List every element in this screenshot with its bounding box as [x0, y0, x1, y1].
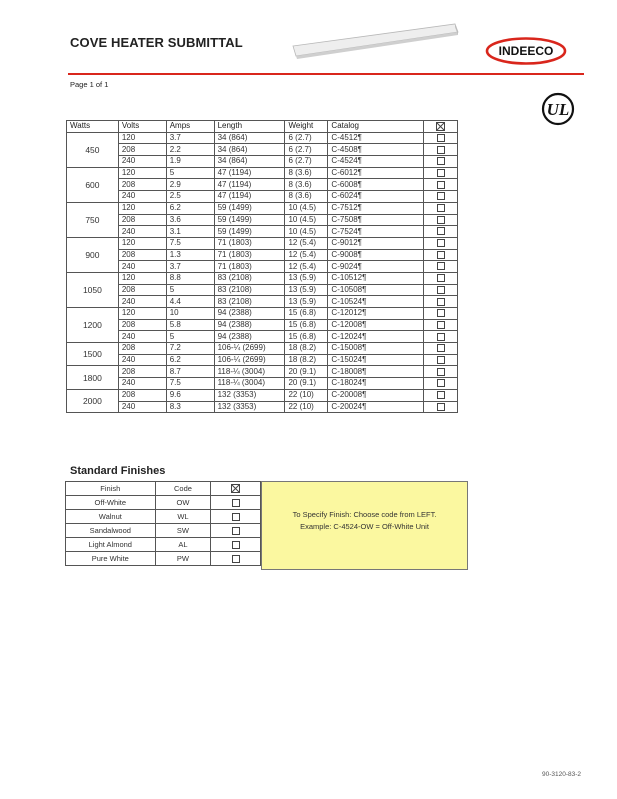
finish-instructions-note [261, 481, 468, 570]
weight-cell: 20 (9.1) [285, 366, 328, 378]
volts-cell: 240 [118, 354, 166, 366]
catalog-cell: C-10508¶ [328, 284, 424, 296]
amps-cell: 5 [166, 167, 214, 179]
catalog-cell: C-4508¶ [328, 144, 424, 156]
table-row [67, 319, 458, 331]
length-cell: 71 (1803) [214, 237, 285, 249]
length-cell: 47 (1194) [214, 191, 285, 203]
volts-cell: 208 [118, 214, 166, 226]
length-cell: 106-¼ (2699) [214, 354, 285, 366]
weight-cell: 8 (3.6) [285, 167, 328, 179]
weight-cell: 12 (5.4) [285, 261, 328, 273]
catalog-cell: C-12012¶ [328, 308, 424, 320]
table-row [67, 214, 458, 226]
amps-cell: 2.9 [166, 179, 214, 191]
amps-cell: 9.6 [166, 389, 214, 401]
amps-cell: 3.7 [166, 261, 214, 273]
length-cell: 106-¼ (2699) [214, 343, 285, 355]
table-row [67, 284, 458, 296]
checkbox-icon[interactable] [232, 541, 240, 549]
weight-cell: 15 (6.8) [285, 319, 328, 331]
amps-cell: 2.2 [166, 144, 214, 156]
volts-cell: 240 [118, 401, 166, 413]
amps-cell: 1.9 [166, 156, 214, 168]
weight-cell: 10 (4.5) [285, 214, 328, 226]
weight-cell: 8 (3.6) [285, 179, 328, 191]
watts-cell: 1500 [67, 343, 119, 366]
amps-cell: 8.7 [166, 366, 214, 378]
amps-cell: 2.5 [166, 191, 214, 203]
catalog-cell: C-7512¶ [328, 202, 424, 214]
checkbox-icon[interactable] [232, 555, 240, 563]
checkbox-icon[interactable] [437, 344, 445, 352]
watts-cell: 2000 [67, 389, 119, 412]
column-header-amps: Amps [166, 121, 214, 133]
volts-cell: 240 [118, 226, 166, 238]
select-checkbox-cell[interactable] [424, 132, 458, 144]
catalog-cell: C-12024¶ [328, 331, 424, 343]
select-checkbox-cell[interactable] [424, 331, 458, 343]
length-cell: 34 (864) [214, 132, 285, 144]
column-header-volts: Volts [118, 121, 166, 133]
finish-code-cell: OW [155, 496, 211, 510]
volts-cell: 208 [118, 284, 166, 296]
table-row [67, 308, 458, 320]
finish-row [66, 510, 261, 524]
select-checkbox-cell[interactable] [424, 167, 458, 179]
volts-cell: 208 [118, 366, 166, 378]
catalog-cell: C-20008¶ [328, 389, 424, 401]
amps-cell: 3.1 [166, 226, 214, 238]
table-row [67, 132, 458, 144]
code-column-header: Code [155, 482, 211, 496]
volts-cell: 120 [118, 132, 166, 144]
length-cell: 132 (3353) [214, 401, 285, 413]
weight-cell: 12 (5.4) [285, 237, 328, 249]
catalog-cell: C-7524¶ [328, 226, 424, 238]
select-column-header [424, 121, 458, 133]
weight-cell: 10 (4.5) [285, 226, 328, 238]
finish-select-cell[interactable] [211, 524, 261, 538]
checkbox-icon[interactable] [437, 239, 445, 247]
catalog-cell: C-20024¶ [328, 401, 424, 413]
page-number: Page 1 of 1 [70, 80, 109, 89]
checkbox-icon[interactable] [437, 216, 445, 224]
finish-code-cell: WL [155, 510, 211, 524]
weight-cell: 22 (10) [285, 389, 328, 401]
column-header-length: Length [214, 121, 285, 133]
select-checkbox-cell[interactable] [424, 366, 458, 378]
checkbox-icon[interactable] [437, 146, 445, 154]
finish-select-cell[interactable] [211, 496, 261, 510]
amps-cell: 3.7 [166, 132, 214, 144]
catalog-cell: C-9024¶ [328, 261, 424, 273]
indeeco-logo [485, 37, 567, 65]
finish-row [66, 552, 261, 566]
amps-cell: 8.8 [166, 272, 214, 284]
catalog-cell: C-6008¶ [328, 179, 424, 191]
catalog-cell: C-9008¶ [328, 249, 424, 261]
checkbox-icon[interactable] [437, 298, 445, 306]
amps-cell: 7.5 [166, 237, 214, 249]
checkbox-icon[interactable] [437, 192, 445, 200]
catalog-cell: C-6024¶ [328, 191, 424, 203]
finish-name-cell: Off-White [66, 496, 156, 510]
select-checkbox-cell[interactable] [424, 179, 458, 191]
table-row [67, 249, 458, 261]
weight-cell: 18 (8.2) [285, 354, 328, 366]
checkbox-icon[interactable] [437, 333, 445, 341]
select-checkbox-cell[interactable] [424, 343, 458, 355]
amps-cell: 8.3 [166, 401, 214, 413]
length-cell: 94 (2388) [214, 308, 285, 320]
checkbox-icon[interactable] [437, 321, 445, 329]
volts-cell: 240 [118, 296, 166, 308]
checkbox-checked-icon [436, 122, 445, 131]
weight-cell: 6 (2.7) [285, 156, 328, 168]
finish-select-cell[interactable] [211, 510, 261, 524]
catalog-cell: C-4512¶ [328, 132, 424, 144]
weight-cell: 13 (5.9) [285, 284, 328, 296]
amps-cell: 7.2 [166, 343, 214, 355]
table-row [67, 378, 458, 390]
ul-listed-icon [541, 92, 575, 126]
select-checkbox-cell[interactable] [424, 308, 458, 320]
watts-cell: 750 [67, 202, 119, 237]
finish-code-cell: SW [155, 524, 211, 538]
amps-cell: 10 [166, 308, 214, 320]
amps-cell: 6.2 [166, 202, 214, 214]
weight-cell: 6 (2.7) [285, 132, 328, 144]
catalog-cell: C-4524¶ [328, 156, 424, 168]
length-cell: 59 (1499) [214, 214, 285, 226]
checkbox-icon[interactable] [437, 391, 445, 399]
finish-name-cell: Light Almond [66, 538, 156, 552]
finish-name-cell: Pure White [66, 552, 156, 566]
finish-code-cell: AL [155, 538, 211, 552]
table-row [67, 343, 458, 355]
volts-cell: 240 [118, 261, 166, 273]
amps-cell: 6.2 [166, 354, 214, 366]
volts-cell: 120 [118, 167, 166, 179]
select-column-header [211, 482, 261, 496]
table-row [67, 226, 458, 238]
weight-cell: 18 (8.2) [285, 343, 328, 355]
catalog-cell: C-18024¶ [328, 378, 424, 390]
watts-cell: 1800 [67, 366, 119, 389]
spec-header-row [67, 121, 458, 133]
table-row [67, 179, 458, 191]
table-row [67, 191, 458, 203]
table-row [67, 272, 458, 284]
finish-code-cell: PW [155, 552, 211, 566]
volts-cell: 208 [118, 343, 166, 355]
spec-table [66, 120, 458, 413]
checkbox-icon[interactable] [232, 513, 240, 521]
finish-column-header: Finish [66, 482, 156, 496]
table-row [67, 354, 458, 366]
catalog-cell: C-15024¶ [328, 354, 424, 366]
finishes-header-row [66, 482, 261, 496]
table-row [67, 237, 458, 249]
table-row [67, 401, 458, 413]
table-row [67, 389, 458, 401]
amps-cell: 5.8 [166, 319, 214, 331]
volts-cell: 120 [118, 308, 166, 320]
checkbox-icon[interactable] [437, 227, 445, 235]
weight-cell: 13 (5.9) [285, 296, 328, 308]
length-cell: 83 (2108) [214, 272, 285, 284]
select-checkbox-cell[interactable] [424, 214, 458, 226]
checkbox-icon[interactable] [437, 134, 445, 142]
catalog-cell: C-10512¶ [328, 272, 424, 284]
checkbox-icon[interactable] [437, 251, 445, 259]
length-cell: 83 (2108) [214, 296, 285, 308]
checkbox-icon[interactable] [437, 379, 445, 387]
amps-cell: 3.6 [166, 214, 214, 226]
select-checkbox-cell[interactable] [424, 261, 458, 273]
select-checkbox-cell[interactable] [424, 226, 458, 238]
amps-cell: 1.3 [166, 249, 214, 261]
length-cell: 83 (2108) [214, 284, 285, 296]
amps-cell: 5 [166, 284, 214, 296]
table-row [67, 156, 458, 168]
amps-cell: 5 [166, 331, 214, 343]
select-checkbox-cell[interactable] [424, 319, 458, 331]
volts-cell: 120 [118, 202, 166, 214]
ul-mark-text: UL [546, 100, 570, 119]
catalog-cell: C-12008¶ [328, 319, 424, 331]
amps-cell: 7.5 [166, 378, 214, 390]
checkbox-icon[interactable] [437, 356, 445, 364]
volts-cell: 208 [118, 144, 166, 156]
page-title: COVE HEATER SUBMITTAL [70, 35, 243, 50]
select-checkbox-cell[interactable] [424, 272, 458, 284]
table-row [67, 296, 458, 308]
catalog-cell: C-9012¶ [328, 237, 424, 249]
table-row [67, 331, 458, 343]
checkbox-icon[interactable] [437, 181, 445, 189]
length-cell: 59 (1499) [214, 202, 285, 214]
table-row [67, 167, 458, 179]
checkbox-checked-icon [231, 484, 240, 493]
finish-name-cell: Walnut [66, 510, 156, 524]
select-checkbox-cell[interactable] [424, 202, 458, 214]
volts-cell: 240 [118, 331, 166, 343]
weight-cell: 22 (10) [285, 401, 328, 413]
cove-heater-image [290, 22, 460, 62]
finishes-heading: Standard Finishes [70, 465, 166, 477]
select-checkbox-cell[interactable] [424, 284, 458, 296]
finish-row [66, 538, 261, 552]
checkbox-icon[interactable] [437, 169, 445, 177]
checkbox-icon[interactable] [437, 368, 445, 376]
watts-cell: 600 [67, 167, 119, 202]
select-checkbox-cell[interactable] [424, 249, 458, 261]
catalog-cell: C-6012¶ [328, 167, 424, 179]
length-cell: 94 (2388) [214, 331, 285, 343]
weight-cell: 12 (5.4) [285, 249, 328, 261]
column-header-watts: Watts [67, 121, 119, 133]
table-row [67, 202, 458, 214]
finish-row [66, 496, 261, 510]
finish-name-cell: Sandalwood [66, 524, 156, 538]
select-checkbox-cell[interactable] [424, 237, 458, 249]
length-cell: 47 (1194) [214, 179, 285, 191]
logo-text: INDEECO [498, 44, 554, 58]
checkbox-icon[interactable] [437, 262, 445, 270]
length-cell: 47 (1194) [214, 167, 285, 179]
finish-select-cell[interactable] [211, 538, 261, 552]
catalog-cell: C-10524¶ [328, 296, 424, 308]
catalog-cell: C-15008¶ [328, 343, 424, 355]
table-row [67, 366, 458, 378]
watts-cell: 900 [67, 237, 119, 272]
length-cell: 71 (1803) [214, 249, 285, 261]
select-checkbox-cell[interactable] [424, 144, 458, 156]
checkbox-icon[interactable] [437, 309, 445, 317]
select-checkbox-cell[interactable] [424, 401, 458, 413]
watts-cell: 1200 [67, 308, 119, 343]
volts-cell: 208 [118, 249, 166, 261]
volts-cell: 208 [118, 389, 166, 401]
weight-cell: 13 (5.9) [285, 272, 328, 284]
header-rule [68, 73, 584, 75]
volts-cell: 208 [118, 179, 166, 191]
select-checkbox-cell[interactable] [424, 389, 458, 401]
length-cell: 94 (2388) [214, 319, 285, 331]
watts-cell: 450 [67, 132, 119, 167]
select-checkbox-cell[interactable] [424, 354, 458, 366]
checkbox-icon[interactable] [437, 204, 445, 212]
length-cell: 34 (864) [214, 144, 285, 156]
table-row [67, 261, 458, 273]
volts-cell: 120 [118, 237, 166, 249]
column-header-weight: Weight [285, 121, 328, 133]
catalog-cell: C-7508¶ [328, 214, 424, 226]
volts-cell: 240 [118, 156, 166, 168]
checkbox-icon[interactable] [437, 403, 445, 411]
checkbox-icon[interactable] [437, 274, 445, 282]
weight-cell: 15 (6.8) [285, 308, 328, 320]
select-checkbox-cell[interactable] [424, 296, 458, 308]
finishes-table [65, 481, 261, 566]
select-checkbox-cell[interactable] [424, 191, 458, 203]
finish-select-cell[interactable] [211, 552, 261, 566]
watts-cell: 1050 [67, 272, 119, 307]
note-line-1: To Specify Finish: Choose code from LEFT. [292, 510, 437, 519]
volts-cell: 240 [118, 191, 166, 203]
volts-cell: 240 [118, 378, 166, 390]
length-cell: 118-¼ (3004) [214, 366, 285, 378]
length-cell: 59 (1499) [214, 226, 285, 238]
select-checkbox-cell[interactable] [424, 156, 458, 168]
column-header-catalog: Catalog [328, 121, 424, 133]
finish-row [66, 524, 261, 538]
checkbox-icon[interactable] [437, 286, 445, 294]
length-cell: 34 (864) [214, 156, 285, 168]
length-cell: 118-¼ (3004) [214, 378, 285, 390]
length-cell: 71 (1803) [214, 261, 285, 273]
checkbox-icon[interactable] [437, 157, 445, 165]
volts-cell: 208 [118, 319, 166, 331]
table-row [67, 144, 458, 156]
checkbox-icon[interactable] [232, 527, 240, 535]
weight-cell: 15 (6.8) [285, 331, 328, 343]
checkbox-icon[interactable] [232, 499, 240, 507]
weight-cell: 20 (9.1) [285, 378, 328, 390]
note-line-2: Example: C-4524-OW = Off-White Unit [300, 522, 429, 531]
weight-cell: 6 (2.7) [285, 144, 328, 156]
volts-cell: 120 [118, 272, 166, 284]
amps-cell: 4.4 [166, 296, 214, 308]
weight-cell: 10 (4.5) [285, 202, 328, 214]
weight-cell: 8 (3.6) [285, 191, 328, 203]
document-number: 90-3120-83-2 [542, 771, 582, 778]
length-cell: 132 (3353) [214, 389, 285, 401]
catalog-cell: C-18008¶ [328, 366, 424, 378]
select-checkbox-cell[interactable] [424, 378, 458, 390]
